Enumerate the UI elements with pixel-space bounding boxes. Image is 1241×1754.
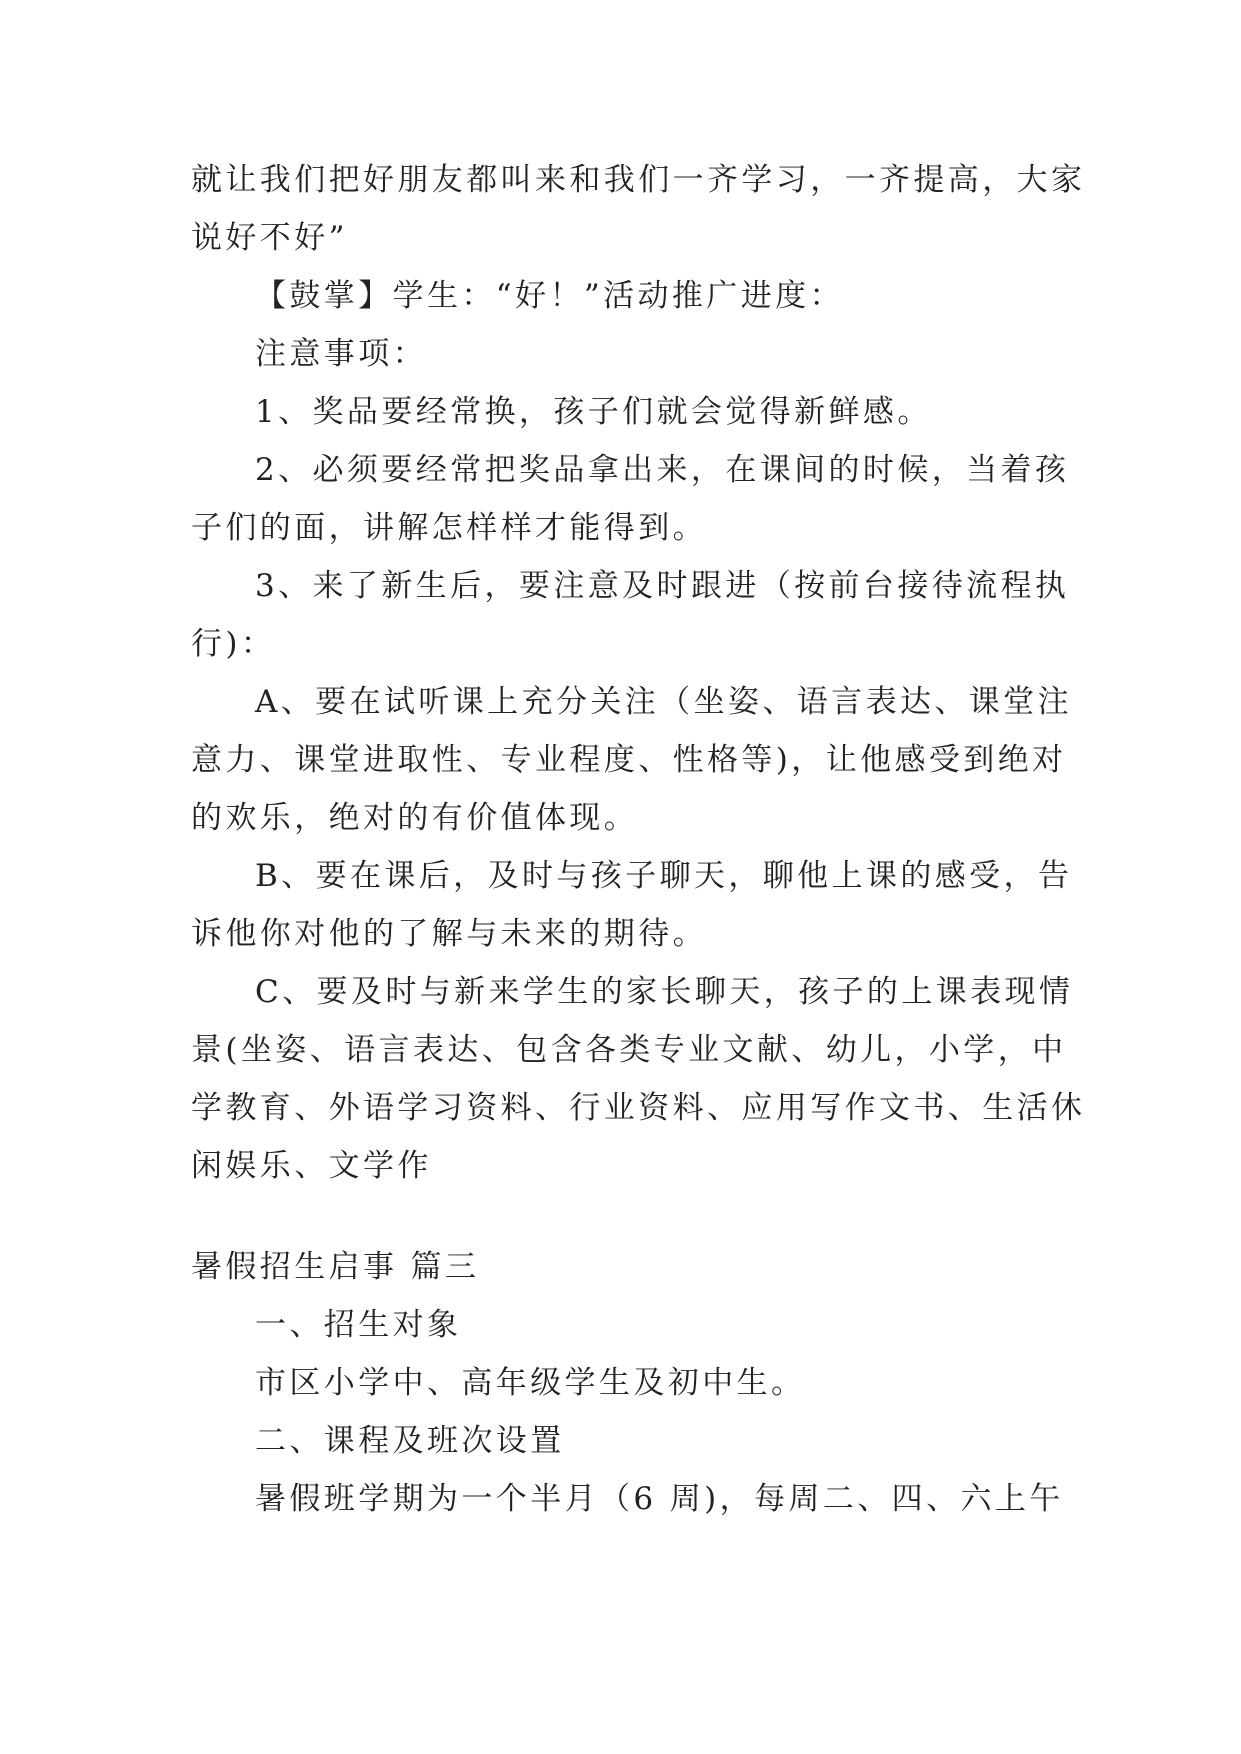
paragraph-line: 说好不好” <box>191 220 348 256</box>
paragraph-line: 暑假班学期为一个半月（6 周)，每周二、四、六上午 <box>255 1481 1064 1517</box>
paragraph-line: A、要在试听课上充分关注（坐姿、语言表达、课堂注 <box>255 684 1072 720</box>
paragraph-line: 诉他你对他的了解与未来的期待。 <box>191 916 707 952</box>
paragraph-line: 3、来了新生后，要注意及时跟进（按前台接待流程执 <box>255 568 1070 604</box>
paragraph-line: 2、必须要经常把奖品拿出来，在课间的时候，当着孩 <box>255 452 1070 488</box>
paragraph-line: 子们的面，讲解怎样样才能得到。 <box>191 510 707 546</box>
paragraph-line: 闲娱乐、文学作 <box>191 1148 432 1184</box>
paragraph-line: 1、奖品要经常换，孩子们就会觉得新鲜感。 <box>255 394 932 430</box>
section-heading: 暑假招生启事 篇三 <box>191 1249 480 1285</box>
paragraph-line: 市区小学中、高年级学生及初中生。 <box>255 1365 806 1401</box>
text-block-section-three <box>191 1238 1064 1528</box>
paragraph-line: 二、课程及班次设置 <box>255 1423 565 1459</box>
paragraph-line: 行)： <box>191 626 276 662</box>
paragraph-line: 景(坐姿、语言表达、包含各类专业文献、幼儿，小学，中 <box>191 1032 1067 1068</box>
paragraph-line: 一、招生对象 <box>255 1307 462 1343</box>
paragraph-line: 就让我们把好朋友都叫来和我们一齐学习，一齐提高，大家 <box>191 162 1086 198</box>
paragraph-line: 学教育、外语学习资料、行业资料、应用写作文书、生活休 <box>191 1090 1086 1126</box>
paragraph-line: 的欢乐，绝对的有价值体现。 <box>191 800 639 836</box>
text-block-continuation <box>191 151 1086 1195</box>
paragraph-line: 【鼓掌】学生：“好！”活动推广进度： <box>255 278 844 314</box>
paragraph-line: 意力、课堂进取性、专业程度、性格等)，让他感受到绝对 <box>191 742 1067 778</box>
paragraph-line: C、要及时与新来学生的家长聊天，孩子的上课表现情 <box>255 974 1074 1010</box>
paragraph-line: B、要在课后，及时与孩子聊天，聊他上课的感受，告 <box>255 858 1073 894</box>
paragraph-line: 注意事项： <box>255 336 427 372</box>
